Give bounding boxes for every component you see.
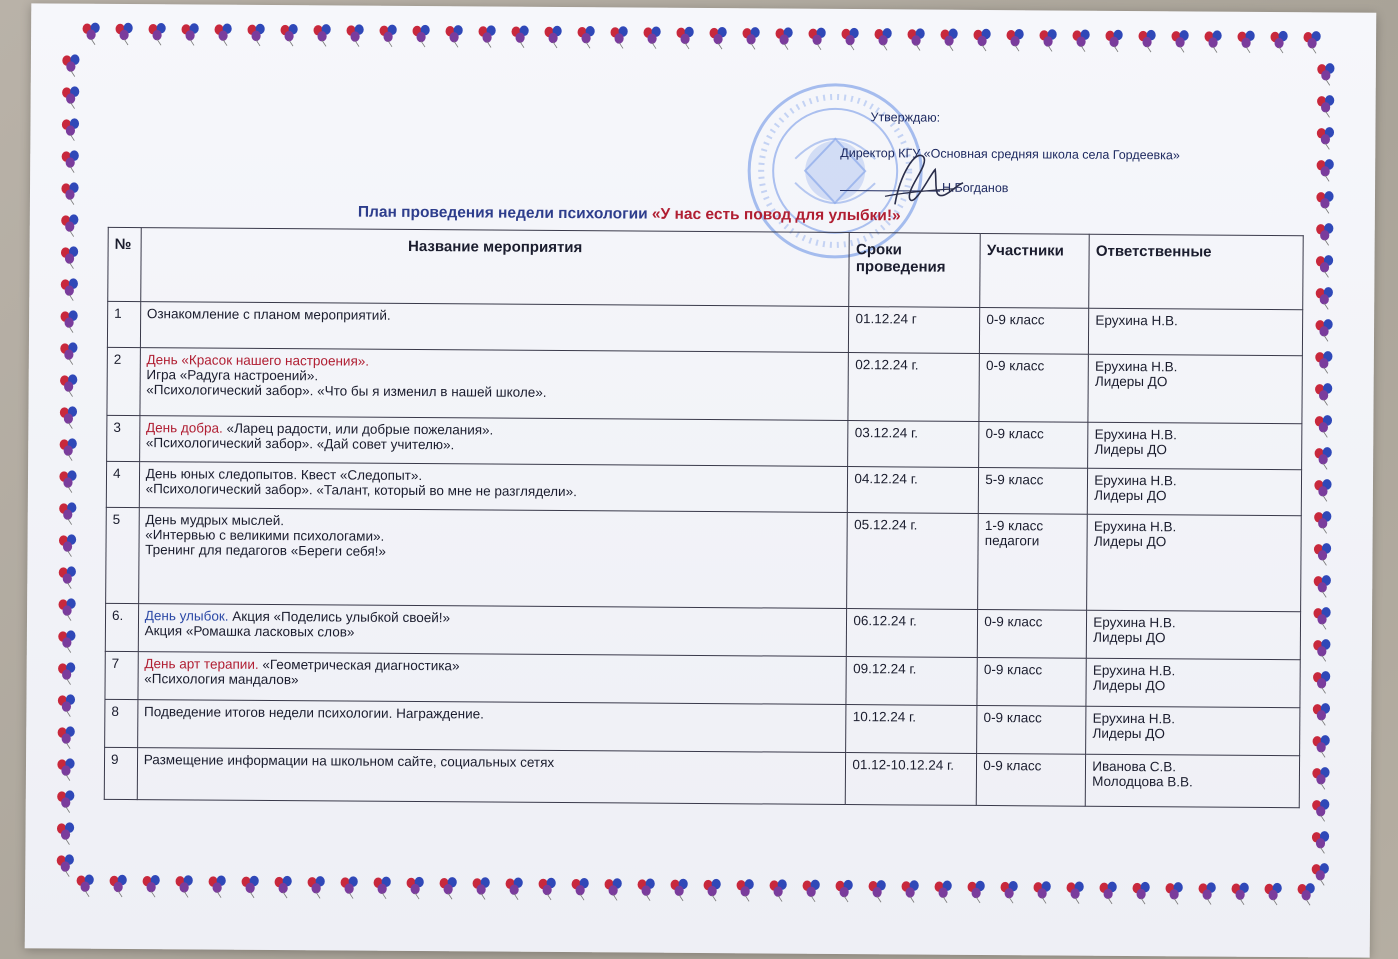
balloon-cluster-icon [1312, 799, 1329, 821]
balloon-cluster-icon [1314, 479, 1331, 501]
responsible-line: Ерухина Н.В. [1094, 426, 1178, 443]
row-event-name [138, 508, 847, 609]
balloon-cluster-icon [1313, 639, 1330, 661]
balloon-cluster-icon [59, 502, 76, 524]
participant-line: педагоги [984, 532, 1040, 549]
balloon-cluster-icon [214, 23, 231, 45]
balloon-cluster-icon [346, 24, 363, 46]
balloon-cluster-icon [57, 758, 74, 780]
balloon-cluster-icon [307, 876, 324, 898]
balloon-cluster-icon [142, 875, 159, 897]
row-event-name [138, 604, 847, 657]
balloon-cluster-icon [670, 879, 687, 901]
row-number: 8 [105, 699, 138, 747]
table-row [105, 603, 1300, 659]
event-first-line-rest: Акция «Поделись улыбкой своей!» [228, 608, 451, 626]
balloon-cluster-icon [76, 874, 93, 896]
events-table [104, 227, 1304, 808]
balloon-cluster-icon [1315, 415, 1332, 437]
row-event-name [139, 416, 848, 467]
balloon-cluster-icon [280, 24, 297, 46]
row-responsible [1087, 610, 1301, 659]
balloon-cluster-icon [62, 118, 79, 140]
responsible-line: Лидеры ДО [1092, 725, 1165, 742]
balloon-cluster-icon [637, 878, 654, 900]
table-row [105, 651, 1300, 707]
balloon-cluster-icon [577, 26, 594, 48]
balloon-cluster-icon [478, 25, 495, 47]
balloon-cluster-icon [1313, 607, 1330, 629]
participant-line: 1-9 класс [984, 517, 1044, 534]
balloon-cluster-icon [58, 630, 75, 652]
balloon-cluster-icon [1072, 29, 1089, 51]
table-row [107, 301, 1302, 355]
balloon-cluster-icon [511, 25, 528, 47]
balloon-cluster-icon [1099, 882, 1116, 904]
responsible-line: Иванова С.В. [1092, 758, 1177, 775]
responsible-line: Ерухина Н.В. [1095, 312, 1178, 329]
row-number: 6. [105, 603, 138, 651]
balloon-cluster-icon [1000, 881, 1017, 903]
event-line: Подведение итогов недели психологии. Награждение. [144, 704, 485, 722]
responsible-line: Лидеры ДО [1094, 441, 1167, 458]
balloon-cluster-icon [58, 694, 75, 716]
balloon-cluster-icon [1315, 319, 1332, 341]
balloon-cluster-icon [61, 246, 78, 268]
balloon-cluster-icon [241, 876, 258, 898]
event-first-line-rest: «Ларец радости, или добрые пожелания». [222, 420, 494, 438]
balloon-cluster-icon [274, 876, 291, 898]
balloon-cluster-icon [61, 278, 78, 300]
responsible-line: Молодцова В.В. [1092, 773, 1193, 790]
responsible-line: Ерухина Н.В. [1092, 662, 1176, 679]
balloon-cluster-icon [59, 534, 76, 556]
balloon-cluster-icon [571, 878, 588, 900]
balloon-cluster-icon [445, 25, 462, 47]
balloon-cluster-icon [60, 310, 77, 332]
balloon-cluster-icon [208, 875, 225, 897]
row-date: 05.12.24 г. [847, 513, 978, 610]
balloon-cluster-icon [709, 27, 726, 49]
balloon-cluster-icon [148, 23, 165, 45]
balloon-cluster-icon [373, 877, 390, 899]
balloon-cluster-icon [61, 214, 78, 236]
participant-line: 0-9 класс [983, 757, 1042, 774]
balloon-cluster-icon [1314, 511, 1331, 533]
row-event-name [137, 700, 846, 753]
balloon-cluster-icon [340, 876, 357, 898]
balloon-cluster-icon [60, 406, 77, 428]
event-line: День мудрых мыслей. [145, 512, 285, 529]
balloon-cluster-icon [775, 27, 792, 49]
balloon-cluster-icon [874, 28, 891, 50]
balloon-cluster-icon [58, 662, 75, 684]
balloon-cluster-icon [181, 23, 198, 45]
balloon-cluster-icon [1039, 29, 1056, 51]
balloon-cluster-icon [901, 880, 918, 902]
header-no: № [108, 227, 141, 301]
signer-name: Н.Богданов [942, 180, 1009, 196]
balloon-cluster-icon [60, 374, 77, 396]
header-date: Сроки проведения [849, 233, 980, 308]
balloon-cluster-icon [109, 875, 126, 897]
balloon-cluster-icon [643, 26, 660, 48]
balloon-cluster-icon [1312, 863, 1329, 885]
balloon-cluster-icon [1313, 703, 1330, 725]
balloon-cluster-icon [247, 24, 264, 46]
row-responsible [1089, 308, 1303, 355]
event-line: Ознакомление с планом мероприятий. [146, 306, 391, 323]
row-participants [980, 307, 1089, 354]
balloon-cluster-icon [439, 877, 456, 899]
row-date: 01.12-10.12.24 г. [846, 753, 977, 806]
balloon-cluster-icon [1316, 255, 1333, 277]
balloon-cluster-icon [1313, 671, 1330, 693]
header-responsible: Ответственные [1089, 234, 1303, 309]
balloon-cluster-icon [505, 877, 522, 899]
balloon-cluster-icon [1033, 881, 1050, 903]
row-responsible [1086, 658, 1300, 707]
balloon-cluster-icon [1315, 383, 1332, 405]
table-row [106, 507, 1302, 611]
row-event-name [140, 302, 849, 353]
balloon-cluster-icon [736, 879, 753, 901]
table-row [107, 347, 1302, 423]
title-main: План проведения недели психологии [357, 203, 648, 223]
row-date: 02.12.24 г. [848, 353, 979, 422]
event-line: День юных следопытов. Квест «Следопыт». [145, 466, 423, 484]
balloon-cluster-icon [62, 54, 79, 76]
balloon-cluster-icon [57, 854, 74, 876]
balloon-cluster-icon [1312, 767, 1329, 789]
balloon-cluster-icon [61, 182, 78, 204]
balloon-cluster-icon [82, 22, 99, 44]
event-line: «Психологический забор». «Что бы я изменил в нашей школе». [146, 382, 547, 400]
row-participants [977, 705, 1086, 754]
row-date: 04.12.24 г. [848, 467, 979, 514]
row-date: 09.12.24 г. [846, 657, 977, 706]
table-row [104, 747, 1299, 807]
balloon-cluster-icon [1316, 223, 1333, 245]
balloon-cluster-icon [1171, 30, 1188, 52]
row-event-name [140, 348, 849, 421]
row-participants [977, 657, 1086, 706]
row-number: 7 [105, 651, 138, 699]
balloon-cluster-icon [604, 878, 621, 900]
balloon-cluster-icon [1317, 63, 1334, 85]
event-line: Размещение информации на школьном сайте, социальных сетях [143, 752, 555, 770]
participant-line: 0-9 класс [985, 357, 1045, 374]
row-date: 06.12.24 г. [847, 609, 978, 658]
row-participants [979, 353, 1089, 422]
balloon-cluster-icon [1138, 30, 1155, 52]
balloon-cluster-icon [835, 880, 852, 902]
row-event-name [139, 462, 848, 513]
responsible-line: Ерухина Н.В. [1093, 518, 1177, 535]
balloon-cluster-icon [1303, 31, 1320, 53]
row-participants [976, 753, 1085, 806]
title-accent: «У нас есть повод для улыбки!» [651, 205, 901, 225]
balloon-cluster-icon [59, 566, 76, 588]
balloon-cluster-icon [1066, 881, 1083, 903]
row-number: 4 [106, 461, 139, 507]
event-line: Тренинг для педагогов «Береги себя!» [145, 542, 387, 559]
participant-line: 5-9 класс [985, 471, 1044, 488]
balloon-cluster-icon [1006, 29, 1023, 51]
balloon-cluster-icon [1314, 543, 1331, 565]
row-participants [978, 609, 1087, 658]
event-day-highlight: День улыбок. [144, 608, 229, 624]
row-number: 2 [107, 347, 140, 415]
balloon-cluster-icon [1204, 30, 1221, 52]
balloon-cluster-icon [412, 25, 429, 47]
approve-label: Утверждаю: [870, 110, 941, 125]
event-day-highlight: День арт терапии. [144, 656, 259, 672]
row-date: 10.12.24 г. [846, 705, 977, 754]
event-line: «Интервью с великими психологами». [145, 527, 385, 544]
balloon-cluster-icon [1312, 735, 1329, 757]
balloon-cluster-icon [1270, 31, 1287, 53]
row-event-name [137, 748, 846, 805]
balloon-cluster-icon [769, 879, 786, 901]
event-line: Игра «Радуга настроений». [146, 367, 319, 384]
balloon-cluster-icon [676, 27, 693, 49]
balloon-cluster-icon [1314, 447, 1331, 469]
balloon-cluster-icon [313, 24, 330, 46]
balloon-cluster-icon [58, 598, 75, 620]
participant-line: 0-9 класс [986, 311, 1045, 328]
event-line: Акция «Ромашка ласковых слов» [144, 623, 355, 640]
row-participants [979, 421, 1088, 468]
table-row [106, 461, 1301, 515]
event-day-highlight: День добра. [146, 420, 223, 436]
balloon-cluster-icon [967, 881, 984, 903]
table-row [105, 699, 1300, 755]
balloon-cluster-icon [907, 28, 924, 50]
row-responsible [1088, 422, 1302, 469]
event-first-line-rest: «Геометрическая диагностика» [258, 656, 460, 674]
balloon-cluster-icon [973, 29, 990, 51]
balloon-cluster-icon [175, 875, 192, 897]
balloon-cluster-icon [1317, 159, 1334, 181]
balloon-cluster-icon [1316, 191, 1333, 213]
row-date: 03.12.24 г. [848, 421, 979, 468]
director-line: Директор КГУ «Основная средняя школа села Гордеевка» [840, 145, 1180, 163]
balloon-cluster-icon [1231, 883, 1248, 905]
balloon-cluster-icon [1165, 882, 1182, 904]
balloon-cluster-icon [379, 25, 396, 47]
table-header-row [108, 227, 1303, 309]
row-responsible [1086, 754, 1300, 807]
participant-line: 0-9 класс [983, 709, 1042, 726]
participant-line: 0-9 класс [984, 613, 1043, 630]
balloon-cluster-icon [934, 880, 951, 902]
event-line: «Психологический забор». «Дай совет учителю». [145, 435, 455, 453]
document-sheet [25, 3, 1377, 957]
balloon-cluster-icon [1264, 883, 1281, 905]
balloon-cluster-icon [841, 28, 858, 50]
event-line: «Психологический забор». «Талант, который во мне не разглядели». [145, 481, 577, 500]
handwritten-signature-icon [875, 144, 965, 215]
balloon-cluster-icon [62, 150, 79, 172]
row-responsible [1088, 354, 1302, 423]
balloon-cluster-icon [1315, 351, 1332, 373]
balloon-cluster-icon [62, 86, 79, 108]
row-date: 01.12.24 г [849, 307, 980, 354]
participant-line: 0-9 класс [985, 425, 1044, 442]
row-number: 5 [106, 507, 139, 603]
responsible-line: Ерухина Н.В. [1095, 358, 1178, 375]
balloon-cluster-icon [1297, 883, 1314, 905]
balloon-cluster-icon [1317, 95, 1334, 117]
balloon-cluster-icon [1314, 575, 1331, 597]
responsible-line: Лидеры ДО [1092, 677, 1166, 694]
balloon-cluster-icon [58, 726, 75, 748]
balloon-cluster-icon [59, 470, 76, 492]
balloon-cluster-icon [60, 342, 77, 364]
table-row [107, 415, 1302, 469]
row-responsible [1087, 514, 1301, 611]
balloon-cluster-icon [406, 877, 423, 899]
balloon-cluster-icon [1312, 831, 1329, 853]
event-day-highlight: День «Красок нашего настроения». [146, 352, 370, 369]
balloon-cluster-icon [538, 878, 555, 900]
row-number: 3 [107, 415, 140, 461]
responsible-line: Ерухина Н.В. [1092, 710, 1176, 727]
balloon-cluster-icon [1198, 882, 1215, 904]
balloon-cluster-icon [1316, 287, 1333, 309]
responsible-line: Лидеры ДО [1094, 487, 1167, 504]
balloon-cluster-icon [940, 28, 957, 50]
row-number: 1 [107, 301, 140, 347]
responsible-line: Ерухина Н.В. [1094, 472, 1177, 489]
balloon-cluster-icon [472, 877, 489, 899]
balloon-cluster-icon [544, 26, 561, 48]
balloon-cluster-icon [808, 28, 825, 50]
balloon-cluster-icon [1237, 31, 1254, 53]
row-number: 9 [104, 747, 137, 799]
balloon-cluster-icon [742, 27, 759, 49]
row-responsible [1088, 468, 1302, 515]
balloon-cluster-icon [1317, 127, 1334, 149]
balloon-cluster-icon [868, 880, 885, 902]
balloon-cluster-icon [1132, 882, 1149, 904]
header-name: Название мероприятия [140, 228, 849, 307]
balloon-cluster-icon [703, 879, 720, 901]
responsible-line: Ерухина Н.В. [1093, 614, 1176, 631]
participant-line: 0-9 класс [983, 661, 1043, 678]
balloon-cluster-icon [57, 822, 74, 844]
balloon-cluster-icon [60, 438, 77, 460]
row-responsible [1086, 706, 1300, 755]
responsible-line: Лидеры ДО [1093, 533, 1167, 550]
balloon-cluster-icon [115, 23, 132, 45]
balloon-cluster-icon [802, 880, 819, 902]
balloon-cluster-icon [1105, 30, 1122, 52]
row-event-name [138, 652, 847, 705]
row-participants [979, 467, 1088, 514]
row-participants [978, 513, 1088, 610]
balloon-cluster-icon [57, 790, 74, 812]
responsible-line: Лидеры ДО [1093, 629, 1166, 646]
balloon-cluster-icon [610, 26, 627, 48]
responsible-line: Лидеры ДО [1094, 373, 1168, 390]
event-line: «Психология мандалов» [144, 671, 299, 688]
header-participants: Участники [980, 233, 1090, 308]
